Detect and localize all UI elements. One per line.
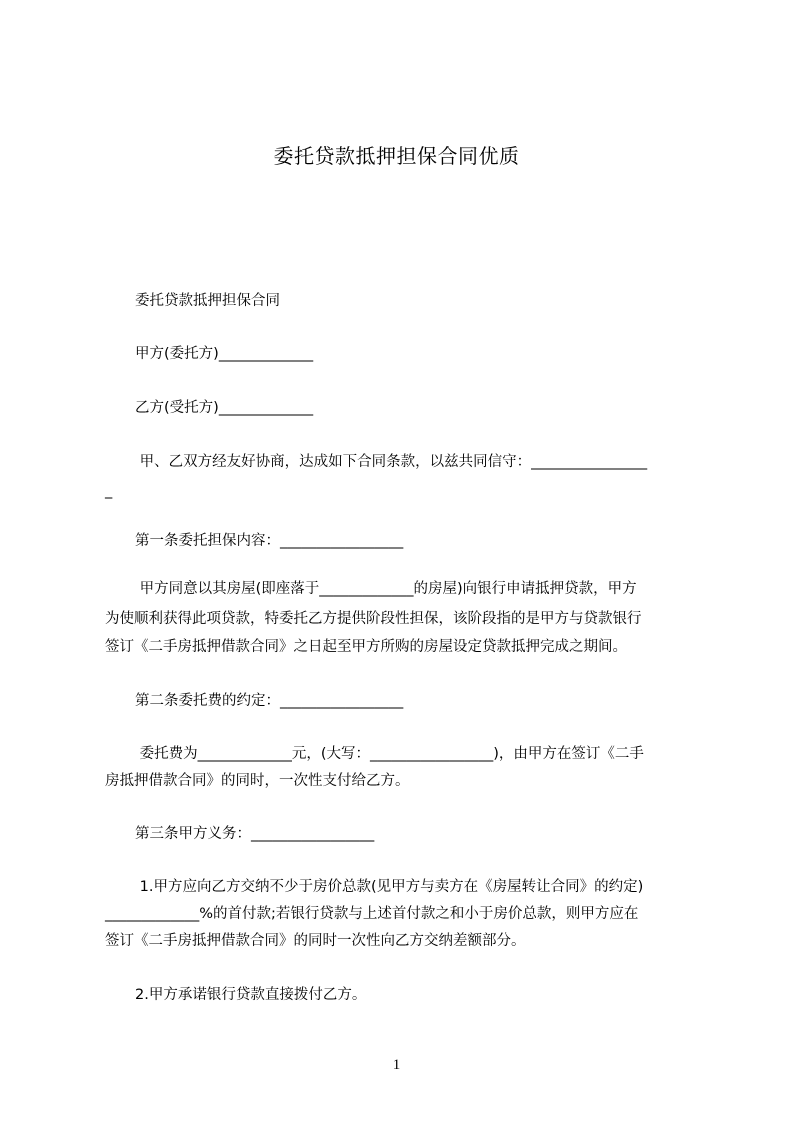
article3-item1-line-1: 1.甲方应向乙方交纳不少于房价总款(见甲方与卖方在《房屋转让合同》的约定) [135, 879, 644, 895]
contract-heading: 委托贷款抵押担保合同 [135, 293, 280, 309]
article2-para-line-2: 房抵押借款合同》的同时，一次性支付给乙方。 [105, 773, 410, 789]
article3-heading: 第三条甲方义务：_________________ [135, 826, 375, 842]
article2-para-line-1: 委托费为_____________元，(大写：_________________)，由甲方在签订《二手 [135, 746, 644, 762]
party-b-line: 乙方(受托方)_____________ [135, 400, 314, 416]
document-title: 委托贷款抵押担保合同优质 [273, 144, 520, 168]
article1-para-line-2: 为使顺利获得此项贷款，特委托乙方提供阶段性担保，该阶段指的是甲方与贷款银行 [105, 611, 642, 627]
article1-para-line-1: 甲方同意以其房屋(即座落于_____________的房屋)向银行申请抵押贷款，甲方 [135, 581, 637, 597]
article1-heading: 第一条委托担保内容：_________________ [135, 533, 404, 549]
party-a-line: 甲方(委托方)_____________ [135, 346, 314, 362]
agreement-intro-line-1: 甲、乙双方经友好协商，达成如下合同条款，以兹共同信守：________________ [135, 454, 648, 470]
agreement-intro-line-2: _ [105, 483, 113, 499]
article3-item2: 2.甲方承诺银行贷款直接拨付乙方。 [135, 987, 367, 1003]
article1-para-line-3: 签订《二手房抵押借款合同》之日起至甲方所购的房屋设定贷款抵押完成之期间。 [105, 639, 627, 655]
article3-item1-line-2: _____________%的首付款;若银行贷款与上述首付款之和小于房价总款，则甲方应在 [105, 906, 639, 922]
page-number: 1 [392, 1057, 401, 1073]
article2-heading: 第二条委托费的约定：_________________ [135, 693, 404, 709]
article3-item1-line-3: 签订《二手房抵押借款合同》的同时一次性向乙方交纳差额部分。 [105, 933, 526, 949]
